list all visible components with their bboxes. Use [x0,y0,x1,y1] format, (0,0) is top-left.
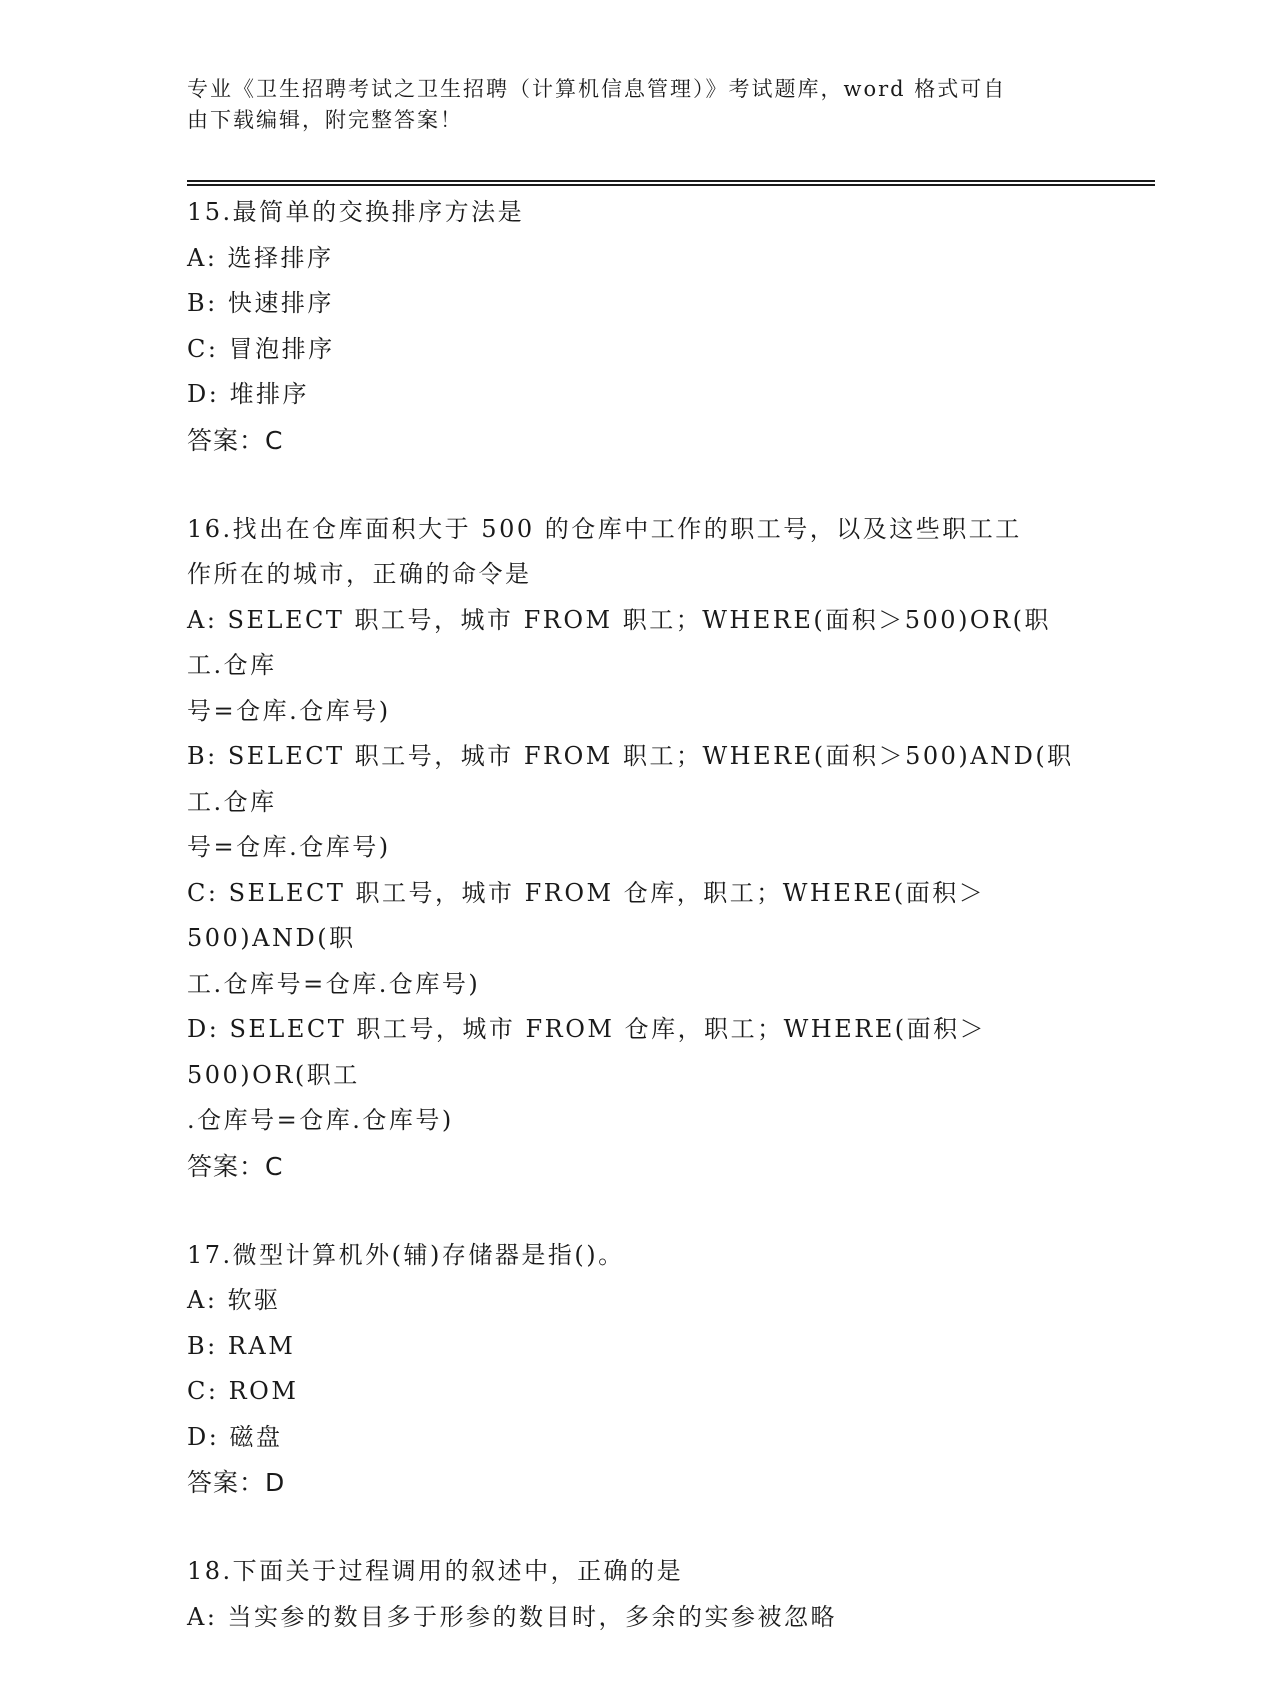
question-stem: 17.微型计算机外(辅)存储器是指()。 [187,1240,625,1269]
question-block [187,190,1087,463]
question-block [187,1549,1087,1640]
question-stem: 18.下面关于过程调用的叙述中，正确的是 [187,1557,684,1585]
answer-option: 号=仓库.仓库号) [187,696,391,725]
answer-option: C: SELECT 职工号，城市 FROM 仓库，职工；WHERE(面积＞500)AND(职 [187,878,986,952]
answer-option: D: SELECT 职工号，城市 FROM 仓库，职工；WHERE(面积＞500)OR(职工 [187,1015,987,1089]
answer-option: 工.仓库号=仓库.仓库号) [187,969,481,998]
question-stem: 16.找出在仓库面积大于 500 的仓库中工作的职工号，以及这些职工工 [187,514,1022,543]
answer-option: B: SELECT 职工号，城市 FROM 职工；WHERE(面积＞500)AND(职工.仓库 [187,742,1074,816]
question-list [187,190,1087,1684]
answer-option: A: 软驱 [187,1286,281,1314]
question-block [187,507,1087,1189]
answer-option: D: 堆排序 [187,380,309,408]
correct-answer: 答案：D [187,1468,286,1497]
question-stem: 作所在的城市，正确的命令是 [187,560,532,588]
answer-option: C: ROM [187,1377,299,1405]
header-divider [187,180,1155,182]
question-block [187,1233,1087,1506]
header-intro-line: 专业《卫生招聘考试之卫生招聘（计算机信息管理）》考试题库，word 格式可自 [187,77,1007,101]
answer-option: A: SELECT 职工号，城市 FROM 职工；WHERE(面积＞500)OR(职工.仓库 [187,605,1052,679]
correct-answer: 答案：C [187,425,284,455]
answer-option: C: 冒泡排序 [187,334,335,363]
answer-option: A: 当实参的数目多于形参的数目时，多余的实参被忽略 [187,1602,838,1631]
answer-option: D: 磁盘 [187,1422,283,1451]
header-divider [187,184,1155,186]
answer-option: B: RAM [187,1331,296,1360]
question-stem: 15.最简单的交换排序方法是 [187,198,525,226]
answer-option: 号=仓库.仓库号) [187,833,391,861]
document-header [187,74,1067,136]
answer-option: A: 选择排序 [187,243,334,272]
answer-option: .仓库号=仓库.仓库号) [187,1106,454,1134]
header-intro-line: 由下载编辑，附完整答案！ [187,108,463,132]
correct-answer: 答案：C [187,1151,284,1181]
answer-option: B: 快速排序 [187,289,334,317]
